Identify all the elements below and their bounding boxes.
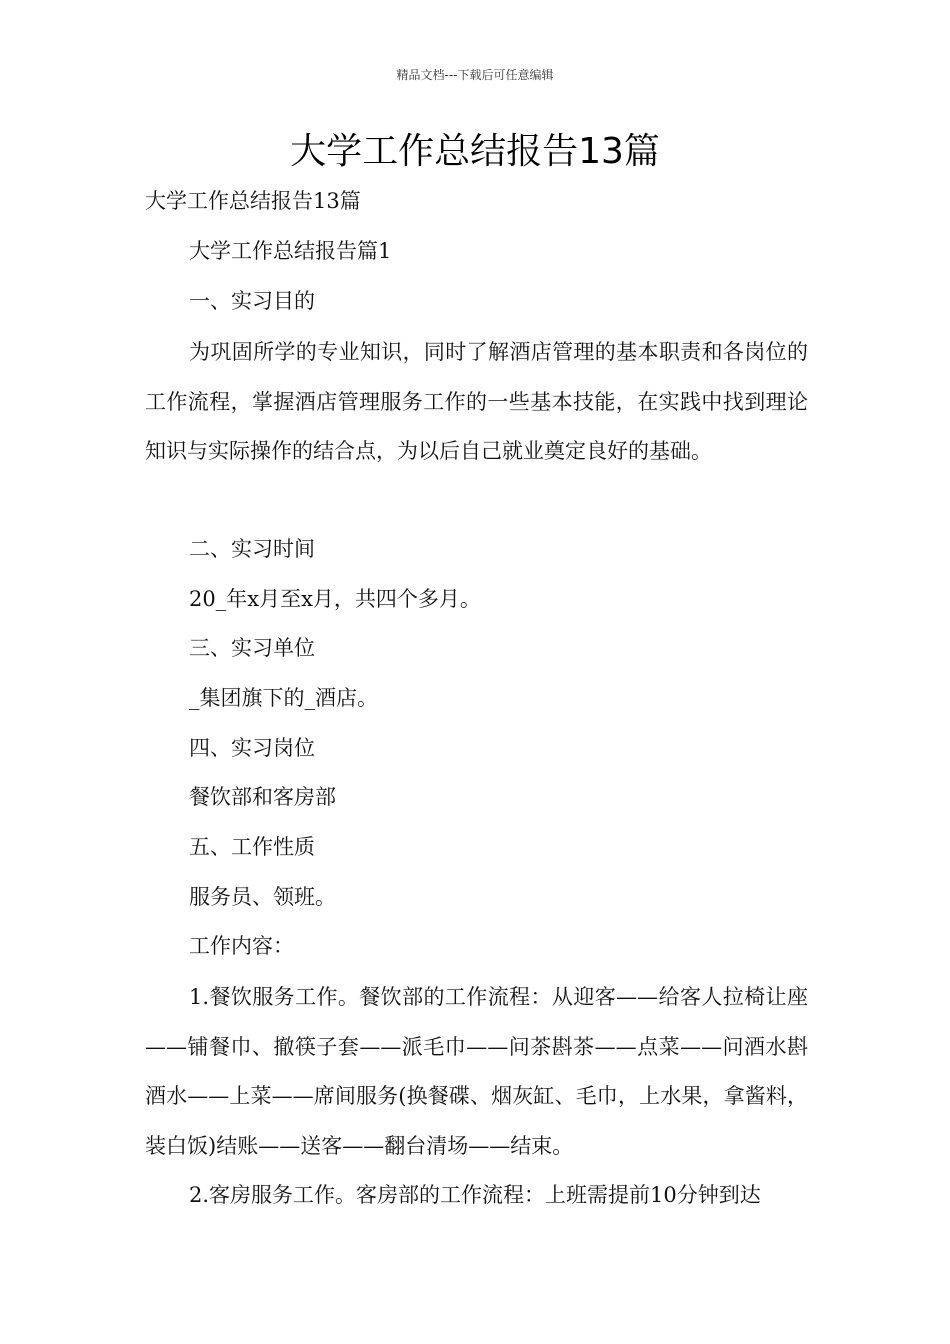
text-unit: _集团旗下的_酒店。 (189, 686, 378, 710)
heading-unit: 三、实习单位 (189, 636, 315, 660)
paragraph-purpose: 为巩固所学的专业知识，同时了解酒店管理的基本职责和各岗位的工作流程，掌握酒店管理服务工作的一些基本技能，在实践中找到理论知识与实际操作的结合点，为以后自己就业奠定良好的基础。 (145, 340, 808, 463)
text-position: 餐饮部和客房部 (189, 785, 336, 809)
text-nature: 服务员、领班。 (189, 885, 336, 909)
section-heading: 大学工作总结报告篇1 (189, 239, 392, 263)
document-subtitle: 大学工作总结报告13篇 (145, 189, 361, 213)
text-time: 20_年x月至x月，共四个多月。 (189, 587, 481, 611)
heading-purpose: 一、实习目的 (189, 289, 315, 313)
heading-position: 四、实习岗位 (189, 736, 315, 760)
page-header: 精品文档---下载后可任意编辑 (396, 68, 554, 82)
paragraph-housekeeping: 2.客房服务工作。客房部的工作流程：上班需提前10分钟到达 (189, 1183, 761, 1207)
heading-content: 工作内容： (189, 934, 294, 958)
heading-time: 二、实习时间 (189, 537, 315, 561)
document-title: 大学工作总结报告13篇 (290, 131, 660, 172)
paragraph-catering: 1.餐饮服务工作。餐饮部的工作流程：从迎客——给客人拉椅让座——铺餐巾、撤筷子套——派毛巾——问茶斟茶——点菜——问酒水斟酒水——上菜——席间服务(换餐碟、烟灰缸、毛巾，上水果，拿酱料，装白饭)结账——送客——翻台清场——结束。 (145, 985, 808, 1158)
heading-nature: 五、工作性质 (189, 835, 315, 859)
